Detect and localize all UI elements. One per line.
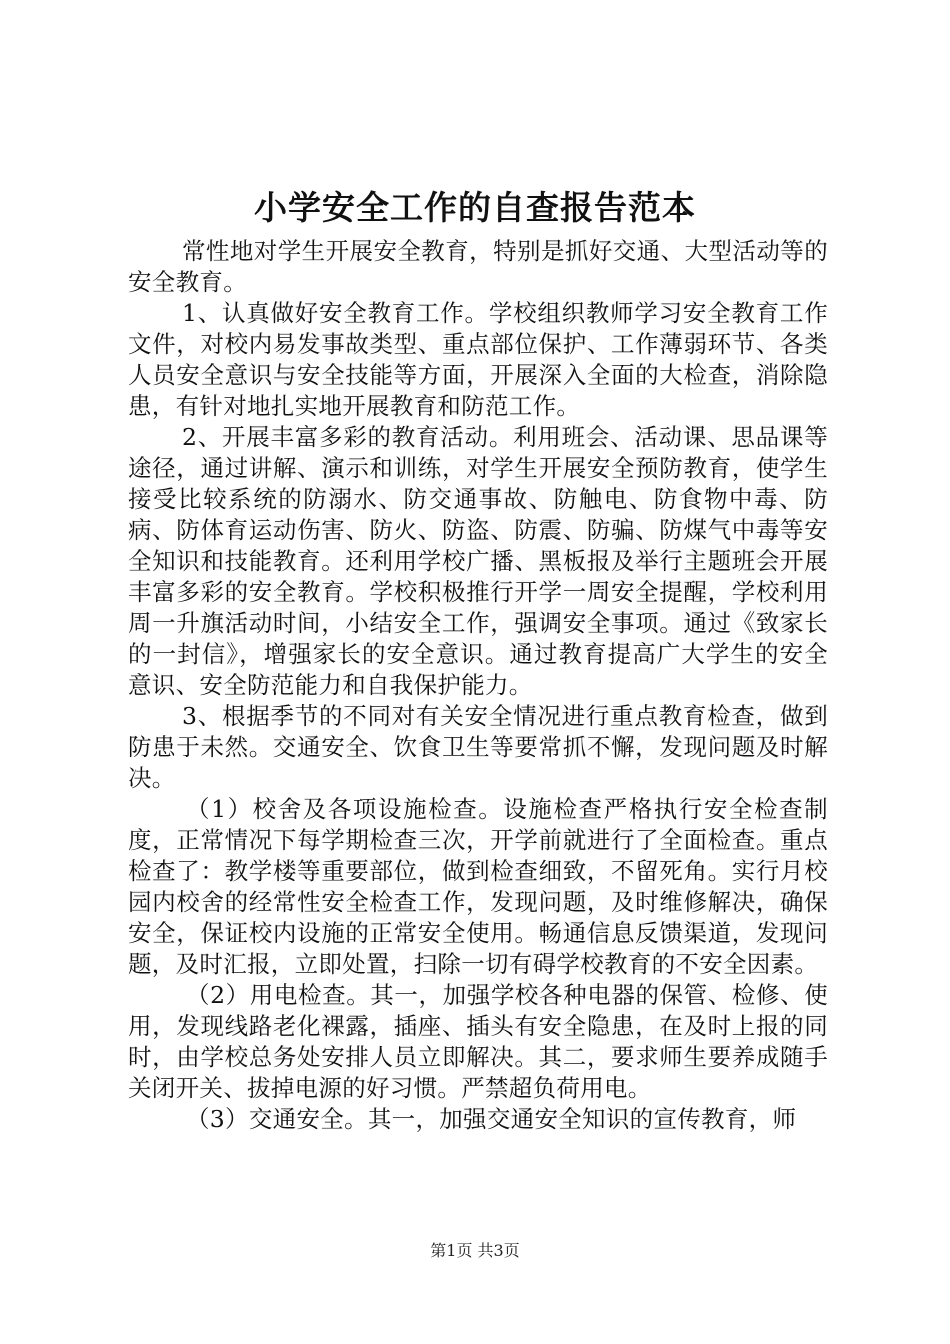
document-title: 小学安全工作的自查报告范本 xyxy=(254,188,696,227)
paragraph-sub-1: （1）校舍及各项设施检查。设施检查严格执行安全检查制度，正常情况下每学期检查三次，开学前就进行了全面检查。重点检查了：教学楼等重要部位，做到检查细致，不留死角。实行月校园内校舍的经常性安全检查工作，发现问题，及时维修解决，确保安全，保证校内设施的正常安全使用。畅通信息反馈渠道，发现问题，及时汇报，立即处置，扫除一切有碍学校教育的不安全因素。 xyxy=(128,795,828,978)
paragraph-sub-2: （2）用电检查。其一，加强学校各种电器的保管、检修、使用，发现线路老化裸露，插座、插头有安全隐患，在及时上报的同时，由学校总务处安排人员立即解决。其二，要求师生要养成随手关闭开关、拔掉电源的好习惯。严禁超负荷用电。 xyxy=(128,981,828,1102)
document-body xyxy=(128,236,828,1135)
paragraph-item-1: 1、认真做好安全教育工作。学校组织教师学习安全教育工作文件，对校内易发事故类型、重点部位保护、工作薄弱环节、各类人员安全意识与安全技能等方面，开展深入全面的大检查，消除隐患，有针对地扎实地开展教育和防范工作。 xyxy=(128,299,828,420)
paragraph-item-3: 3、根据季节的不同对有关安全情况进行重点教育检查，做到防患于未然。交通安全、饮食卫生等要常抓不懈，发现问题及时解决。 xyxy=(128,702,828,792)
paragraph-intro: 常性地对学生开展安全教育，特别是抓好交通、大型活动等的安全教育。 xyxy=(128,237,828,296)
paragraph-sub-3: （3）交通安全。其一，加强交通安全知识的宣传教育，师 xyxy=(186,1105,797,1133)
page-number-footer: 第1页 共3页 xyxy=(430,1241,520,1260)
paragraph-item-2: 2、开展丰富多彩的教育活动。利用班会、活动课、思品课等途径，通过讲解、演示和训练，对学生开展安全预防教育，使学生接受比较系统的防溺水、防交通事故、防触电、防食物中毒、防病、防体育运动伤害、防火、防盗、防震、防骗、防煤气中毒等安全知识和技能教育。还利用学校广播、黑板报及举行主题班会开展丰富多彩的安全教育。学校积极推行开学一周安全提醒，学校利用周一升旗活动时间，小结安全工作，强调安全事项。通过《致家长的一封信》，增强家长的安全意识。通过教育提高广大学生的安全意识、安全防范能力和自我保护能力。 xyxy=(128,423,828,699)
